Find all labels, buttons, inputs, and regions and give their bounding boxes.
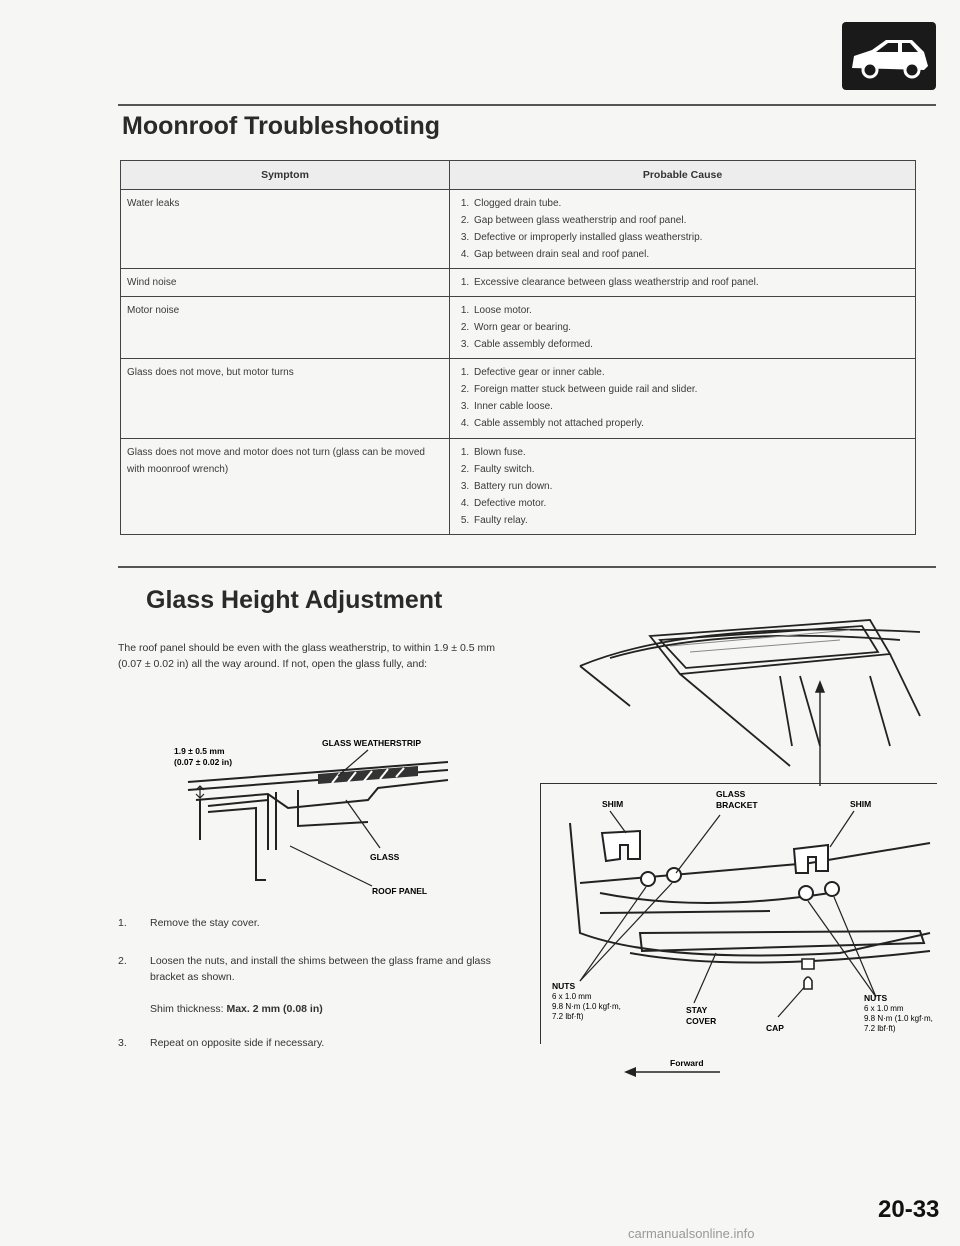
cause-header: Probable Cause bbox=[450, 161, 916, 190]
forward-label: Forward bbox=[670, 1058, 704, 1068]
cause-cell bbox=[450, 439, 916, 535]
step-item bbox=[118, 915, 518, 931]
glass-bracket-label: GLASS bbox=[716, 789, 746, 799]
nuts-right-torque: 7.2 lbf·ft) bbox=[864, 1024, 896, 1033]
step-text: Remove the stay cover. bbox=[150, 917, 260, 929]
cause-item: 3. Battery run down. bbox=[472, 478, 909, 495]
weatherstrip-label: GLASS WEATHERSTRIP bbox=[322, 738, 422, 748]
cause-cell bbox=[450, 359, 916, 439]
step-number: 2. bbox=[118, 955, 127, 967]
car-icon bbox=[842, 22, 936, 90]
cause-item: 1. Loose motor. bbox=[472, 302, 909, 319]
roof-panel-label: ROOF PANEL bbox=[372, 886, 428, 896]
step-item bbox=[118, 1035, 518, 1051]
cause-item: 2. Gap between glass weatherstrip and roof panel. bbox=[472, 212, 909, 229]
stay-cover-label: COVER bbox=[686, 1016, 717, 1026]
cause-item: 1. Excessive clearance between glass weatherstrip and roof panel. bbox=[472, 274, 909, 291]
table-row bbox=[121, 439, 916, 535]
cause-item: 2. Worn gear or bearing. bbox=[472, 319, 909, 336]
page-title: Moonroof Troubleshooting bbox=[122, 112, 440, 140]
symptom-cell: Motor noise bbox=[121, 297, 450, 359]
nuts-left-size: 6 x 1.0 mm bbox=[552, 992, 592, 1001]
spec-label: Shim thickness: bbox=[150, 1003, 224, 1015]
cause-item: 3. Defective or improperly installed glass weatherstrip. bbox=[472, 229, 909, 246]
page-number: 20-33 bbox=[878, 1196, 940, 1223]
glass-label: GLASS bbox=[370, 852, 400, 862]
cause-item: 1. Clogged drain tube. bbox=[472, 195, 909, 212]
troubleshooting-table bbox=[120, 160, 916, 535]
cause-item: 4. Cable assembly not attached properly. bbox=[472, 415, 909, 432]
cap-label: CAP bbox=[766, 1023, 784, 1033]
step-number: 3. bbox=[118, 1037, 127, 1049]
nuts-right-label: NUTS bbox=[864, 993, 888, 1003]
nuts-left-torque: 9.8 N·m (1.0 kgf·m, bbox=[552, 1002, 621, 1011]
nuts-right-torque: 9.8 N·m (1.0 kgf·m, bbox=[864, 1014, 933, 1023]
shim-spec bbox=[150, 1003, 518, 1015]
table-row bbox=[121, 297, 916, 359]
cause-item: 2. Foreign matter stuck between guide rail and slider. bbox=[472, 381, 909, 398]
header-rule bbox=[118, 104, 936, 106]
table-row bbox=[121, 269, 916, 297]
shim-right-label: SHIM bbox=[850, 799, 872, 809]
symptom-cell: Water leaks bbox=[121, 190, 450, 269]
section-title: Glass Height Adjustment bbox=[146, 586, 443, 614]
table-row bbox=[121, 359, 916, 439]
bracket-detail-diagram bbox=[540, 783, 940, 1043]
nuts-left-torque: 7.2 lbf·ft) bbox=[552, 1012, 584, 1021]
section-rule bbox=[118, 566, 936, 568]
weatherstrip-diagram bbox=[118, 730, 538, 910]
dimension-label: (0.07 ± 0.02 in) bbox=[174, 757, 233, 767]
table-row bbox=[121, 190, 916, 269]
cause-item: 3. Cable assembly deformed. bbox=[472, 336, 909, 353]
symptom-cell: Glass does not move, but motor turns bbox=[121, 359, 450, 439]
spec-value: Max. 2 mm (0.08 in) bbox=[226, 1003, 323, 1015]
dimension-label: 1.9 ± 0.5 mm bbox=[174, 746, 225, 756]
cause-cell bbox=[450, 297, 916, 359]
cause-item: 5. Faulty relay. bbox=[472, 512, 909, 529]
cause-item: 4. Defective motor. bbox=[472, 495, 909, 512]
step-number: 1. bbox=[118, 917, 127, 929]
cause-item: 1. Blown fuse. bbox=[472, 444, 909, 461]
cause-item: 3. Inner cable loose. bbox=[472, 398, 909, 415]
cause-item: 4. Gap between drain seal and roof panel. bbox=[472, 246, 909, 263]
cause-item: 2. Faulty switch. bbox=[472, 461, 909, 478]
symptom-cell: Wind noise bbox=[121, 269, 450, 297]
shim-left-label: SHIM bbox=[602, 799, 624, 809]
cause-cell bbox=[450, 190, 916, 269]
nuts-right-size: 6 x 1.0 mm bbox=[864, 1004, 904, 1013]
step-item bbox=[118, 953, 518, 985]
step-text: Loosen the nuts, and install the shims between the glass frame and glass bracket as shown. bbox=[150, 955, 491, 983]
step-text: Repeat on opposite side if necessary. bbox=[150, 1037, 325, 1049]
intro-paragraph: The roof panel should be even with the glass weatherstrip, to within 1.9 ± 0.5 mm (0.07 ± 0.02 in) all the way around. If not, open the glass fully, and: bbox=[118, 642, 495, 670]
moonroof-overview-diagram bbox=[540, 596, 940, 786]
cause-cell bbox=[450, 269, 916, 297]
cause-item: 1. Defective gear or inner cable. bbox=[472, 364, 909, 381]
watermark: carmanualsonline.info bbox=[628, 1226, 755, 1241]
symptom-cell: Glass does not move and motor does not turn (glass can be moved with moonroof wrench) bbox=[121, 439, 450, 535]
nuts-left-label: NUTS bbox=[552, 981, 576, 991]
stay-cover-label: STAY bbox=[686, 1005, 708, 1015]
forward-arrow bbox=[620, 1056, 740, 1080]
symptom-header: Symptom bbox=[121, 161, 450, 190]
glass-bracket-label: BRACKET bbox=[716, 800, 758, 810]
adjustment-steps bbox=[118, 915, 518, 1073]
